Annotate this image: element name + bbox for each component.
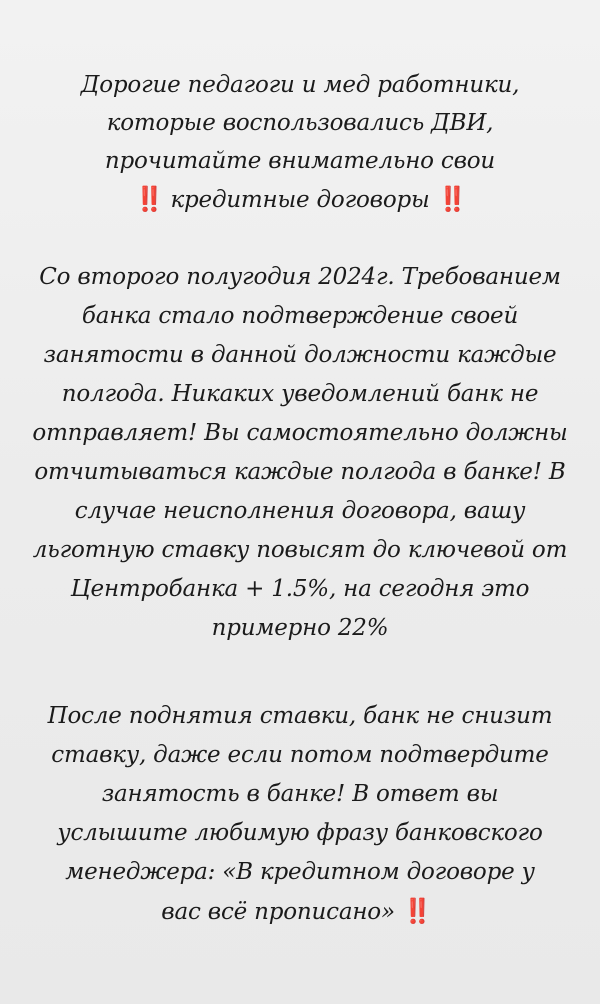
story-text-line: которые воспользовались ДВИ, <box>106 110 494 136</box>
story-text-line: случае неисполнения договора, вашу <box>74 498 526 524</box>
story-text-line-with-emoji <box>0 184 600 215</box>
double-exclamation-icon: ‼️ <box>134 185 163 213</box>
story-text-line: Дорогие педагоги и мед работники, <box>80 72 520 98</box>
story-text-line: отчитываться каждые полгода в банке! В <box>34 459 566 485</box>
story-text-line: занятость в банке! В ответ вы <box>101 781 499 807</box>
story-text-line: прочитайте внимательно свои <box>104 148 496 174</box>
story-text-line: отправляет! Вы самостоятельно должны <box>32 420 568 446</box>
story-text-fragment: кредитные договоры <box>170 187 430 213</box>
story-text-line-with-emoji <box>0 896 600 927</box>
double-exclamation-icon: ‼️ <box>402 897 431 925</box>
story-text-line: После поднятия ставки, банк не снизит <box>47 703 553 729</box>
story-text-fragment: вас всё прописано» <box>161 899 395 925</box>
story-text-line: Со второго полугодия 2024г. Требованием <box>39 264 561 290</box>
story-text-line: льготную ставку повысят до ключевой от <box>32 537 568 563</box>
story-text-line: банка стало подтверждение своей <box>81 303 519 329</box>
story-text-line: полгода. Никаких уведомлений банк не <box>61 381 539 407</box>
story-text-line: менеджера: «В кредитном договоре у <box>65 859 535 885</box>
story-text-line: примерно 22% <box>211 615 389 641</box>
story-text-line: Центробанка + 1.5%, на сегодня это <box>70 576 530 602</box>
story-text-line: ставку, даже если потом подтвердите <box>51 742 549 768</box>
story-text-line: услышите любимую фразу банковского <box>57 820 543 846</box>
double-exclamation-icon: ‼️ <box>437 185 466 213</box>
story-text-line: занятости в данной должности каждые <box>43 342 557 368</box>
